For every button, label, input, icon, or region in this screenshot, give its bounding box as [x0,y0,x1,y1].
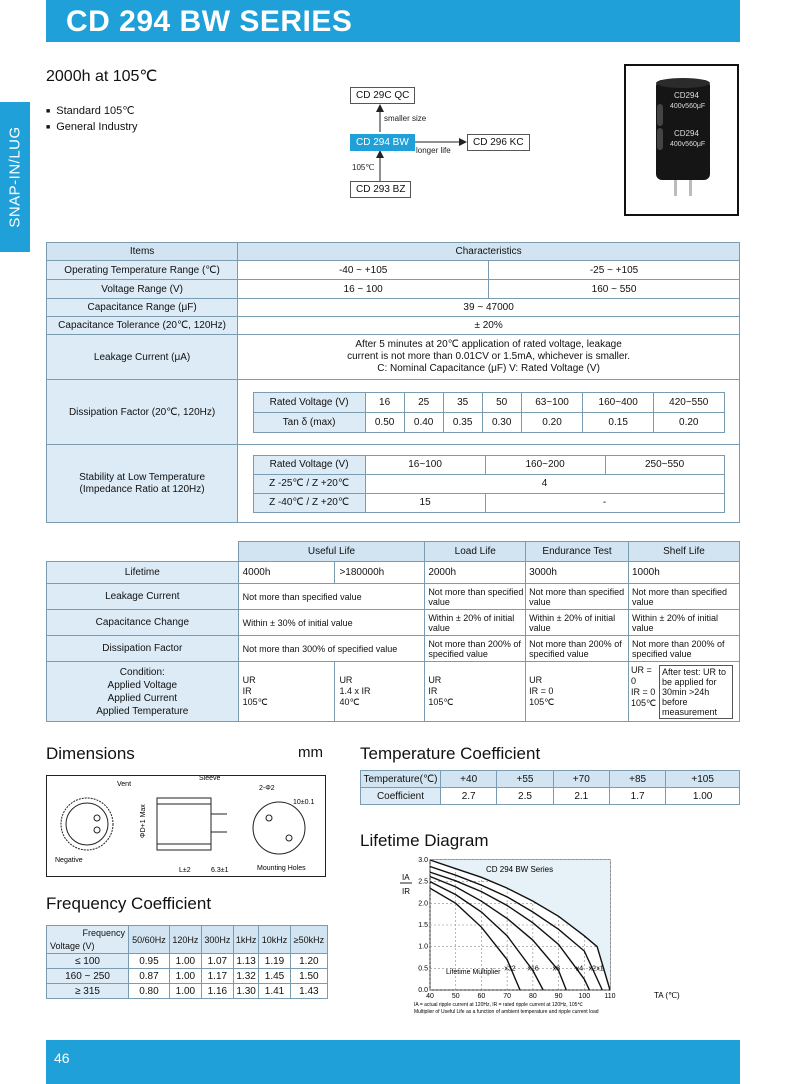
cond-cell [335,662,425,722]
capacitor-image [626,66,737,214]
life-value: Not more than specified value [425,584,526,610]
life-header: Useful Life [238,542,425,562]
spec-label: Voltage Range (V) [47,280,238,299]
cond-value: 105℃ [630,697,657,708]
stability-subtable [253,455,725,513]
dimension-svg [47,776,325,876]
cond-cell [238,662,335,722]
cond-value: 105℃ [529,697,555,707]
cond-line: Condition: [119,666,165,678]
life-label: Lifetime [47,562,239,584]
side-tab-label: SNAP-IN/LUG [6,126,24,228]
freq-value: 1.13 [233,954,258,969]
cond-cell [526,662,629,722]
freq-header: 300Hz [201,926,233,954]
coef-value: 1.7 [609,788,665,805]
vent-label: Vent [117,781,132,788]
stab-z1-value: 4 [365,474,724,493]
spec-value: 16 ~ 100 [238,280,489,299]
life-value: Not more than specified value [526,584,629,610]
y-tick-label: 0.5 [418,965,428,973]
freq-value: 1.00 [169,984,201,999]
df-tan: 0.15 [583,412,654,432]
relation-label-105: 105℃ [352,163,375,172]
life-value: >180000h [335,562,425,584]
freq-header: 1kHz [233,926,258,954]
life-table [46,541,740,722]
cond-value: IR [242,686,252,696]
freq-header: 50/60Hz [129,926,170,954]
freq-value: 1.19 [259,954,290,969]
x-tick-label: 80 [528,993,537,1000]
y-tick-label: 2.5 [418,878,428,886]
df-tan: 0.50 [365,412,404,432]
x-tick-label: 110 [604,993,616,1000]
spec-value: 39 ~ 47000 [238,299,740,317]
x-axis-title: TA (℃) [654,991,680,1000]
life-header: Endurance Test [526,542,629,562]
relation-label-longer: longer life [416,146,451,155]
temp-value: +105 [666,771,740,788]
freq-header: ≥50kHz [290,926,327,954]
life-value: 3000h [526,562,629,584]
freq-value: 1.43 [290,984,327,999]
spec-char-header: Characteristics [238,243,740,261]
spec-label [47,445,238,523]
spec-items-header: Items [47,243,238,261]
leakage-line: After 5 minutes at 20℃ application of rated voltage, leakage [355,339,622,350]
coef-label: Coefficient [361,788,441,805]
df-tan: 0.20 [521,412,583,432]
freq-value: 1.41 [259,984,290,999]
freq-corner-bottom: Voltage (V) [50,941,95,951]
freq-corner [47,926,129,954]
df-tan: 0.40 [404,412,443,432]
y-tick-label: 0.0 [418,987,428,994]
temp-value: +55 [497,771,553,788]
stab-volt: 16~100 [365,455,485,474]
y-tick-label: 1.0 [418,943,428,951]
y-tick-label: 1.5 [418,922,428,929]
stab-z2-label: Z -40℃ / Z +20℃ [253,493,365,512]
cond-line: Applied Temperature [96,705,189,717]
life-label: Dissipation Factor [47,636,239,662]
multiplier-label: x2 [588,965,596,973]
multiplier-label: x16 [527,965,539,973]
leakage-text [238,335,740,380]
life-value: Within ± 20% of initial value [425,610,526,636]
cond-value: UR [339,675,353,685]
sleeve-label: Sleeve [199,776,221,782]
leakage-line: C: Nominal Capacitance (μF) V: Rated Voltage (V) [377,363,600,374]
freq-coef-title: Frequency Coefficient [46,894,212,913]
lifetime-chart [360,852,740,1024]
multiplier-caption: Lifetime Multiplier [446,969,501,976]
cond-value: UR = 0 [630,664,652,686]
freq-header: 10kHz [259,926,290,954]
temp-coef-table [360,770,740,805]
freq-value: 1.16 [201,984,233,999]
freq-corner-top: Frequency [82,928,125,938]
freq-value: 1.17 [201,969,233,984]
spec-value: -25 ~ +105 [489,261,740,280]
cond-value: UR [529,675,543,685]
cond-shelf [631,665,739,719]
mounting-holes-label: Mounting Holes [257,865,306,872]
life-value: Within ± 30% of initial value [238,610,425,636]
relation-label-smaller: smaller size [384,114,427,123]
freq-value: 1.20 [290,954,327,969]
stab-rv-header: Rated Voltage (V) [253,455,365,474]
spec-label: Operating Temperature Range (℃) [47,261,238,280]
series-box-bottom: CD 293 BZ [350,181,411,198]
multiplier-label: x8 [552,965,560,973]
svg-text:400v560μF: 400v560μF [670,103,706,110]
diameter-label: ΦD+1 Max [140,804,147,838]
feature-item: ■ General Industry [46,120,138,136]
freq-value: 1.45 [259,969,290,984]
temp-value: +70 [553,771,609,788]
temp-value: +40 [441,771,497,788]
product-photo [624,64,739,216]
freq-value: 1.07 [201,954,233,969]
life-value: Not more than 200% of specified value [526,636,629,662]
spec-value: 160 ~ 550 [489,280,740,299]
life-value: Not more than 200% of specified value [425,636,526,662]
freq-volt: 160 ~ 250 [47,969,129,984]
life-value: Not more than 200% of specified value [628,636,739,662]
spec-value: -40 ~ +105 [238,261,489,280]
series-subtitle: 2000h at 105℃ [46,68,158,85]
df-tan: 0.20 [653,412,724,432]
df-tan: 0.35 [443,412,482,432]
svg-text:400v560μF: 400v560μF [670,141,706,148]
cond-value: 40℃ [339,697,360,707]
freq-volt: ≥ 315 [47,984,129,999]
life-value: 2000h [425,562,526,584]
spacing-label: 10±0.1 [293,799,315,806]
df-tan: 0.30 [482,412,521,432]
multiplier-label: x1 [596,965,604,973]
feature-item: ■ Standard 105℃ [46,104,138,120]
spec-label: Dissipation Factor (20℃, 120Hz) [47,380,238,445]
freq-value: 1.32 [233,969,258,984]
life-value: 4000h [238,562,335,584]
df-volt: 420~550 [653,392,724,412]
length-label: L±2 [179,867,191,874]
coef-value: 2.1 [553,788,609,805]
temp-coef-title: Temperature Coefficient [360,744,541,763]
dimension-drawing [46,775,326,877]
stab-volt: 160~200 [485,455,605,474]
header-bar [46,0,740,42]
freq-coef-table [46,925,328,999]
multiplier-label: x32 [504,965,516,973]
x-tick-label: 90 [554,993,563,1000]
df-volt: 160~400 [583,392,654,412]
freq-header: 120Hz [169,926,201,954]
stab-z2-value: - [485,493,724,512]
stab-z1-label: Z -25℃ / Z +20℃ [253,474,365,493]
freq-value: 1.30 [233,984,258,999]
series-box-right: CD 296 KC [467,134,530,151]
cond-value: 105℃ [242,697,268,707]
chart-footnote: IA = actual ripple current at 120Hz, IR = rated ripple current at 120Hz, 105℃ [414,1002,584,1008]
life-value: 1000h [628,562,739,584]
dimensions-unit: mm [298,744,323,761]
y-tick-label: 2.0 [418,900,428,908]
life-value: Not more than specified value [238,584,425,610]
cond-value: 105℃ [428,697,454,707]
cond-value: UR [428,675,442,685]
side-tab [0,102,30,252]
spec-label: Capacitance Range (μF) [47,299,238,317]
freq-value: 0.87 [129,969,170,984]
df-volt: 63~100 [521,392,583,412]
multiplier-label: x4 [575,965,584,973]
svg-text:CD294: CD294 [674,129,699,138]
spec-value: ± 20% [238,317,740,335]
life-header: Shelf Life [628,542,739,562]
dimensions-title: Dimensions [46,744,135,763]
negative-label: Negative [55,857,83,864]
df-tan-header: Tan δ (max) [253,412,365,432]
pitch-label: 6.3±1 [211,867,229,874]
stability-sublabel: (Impedance Ratio at 120Hz) [79,483,205,495]
footer-bar [46,1040,740,1084]
temp-value: +85 [609,771,665,788]
df-volt: 16 [365,392,404,412]
freq-value: 0.95 [129,954,170,969]
x-tick-label: 60 [477,993,486,1000]
series-box-current: CD 294 BW [350,134,415,151]
x-tick-label: 100 [578,993,591,1000]
life-header: Load Life [425,542,526,562]
cond-value: IR = 0 [630,686,656,697]
coef-value: 1.00 [666,788,740,805]
feature-list [46,104,138,136]
cond-value: IR = 0 [529,686,554,696]
cond-cell [628,662,739,722]
life-label: Capacitance Change [47,610,239,636]
page-number: 46 [54,1050,70,1066]
freq-value: 1.00 [169,969,201,984]
coef-value: 2.5 [497,788,553,805]
temp-label: Temperature(℃) [361,771,441,788]
freq-volt: ≤ 100 [47,954,129,969]
cond-cell [425,662,526,722]
freq-value: 1.50 [290,969,327,984]
df-subtable [253,392,725,433]
life-value: Within ± 20% of initial value [628,610,739,636]
stability-label: Stability at Low Temperature [79,471,206,483]
life-label: Leakage Current [47,584,239,610]
x-tick-label: 40 [426,993,434,1000]
spec-label: Capacitance Tolerance (20℃, 120Hz) [47,317,238,335]
life-label [47,662,239,722]
df-rv-header: Rated Voltage (V) [253,392,365,412]
life-value: Not more than specified value [628,584,739,610]
hole-label: 2-Φ2 [259,785,275,792]
page-title: CD 294 BW SERIES [66,5,353,38]
df-volt: 35 [443,392,482,412]
cond-value: IR [428,686,438,696]
df-cell [238,380,740,445]
cond-line: Applied Voltage [107,679,178,691]
y-label-top: IA [402,873,410,882]
stab-volt: 250~550 [605,455,724,474]
life-corner [47,542,239,562]
x-tick-label: 50 [451,993,460,1000]
spec-table [46,242,740,523]
cond-line: Applied Current [107,692,178,704]
df-volt: 50 [482,392,521,412]
freq-value: 0.80 [129,984,170,999]
cond-value: UR [242,675,256,685]
cond-shelf-values [631,665,657,719]
lifetime-title: Lifetime Diagram [360,831,489,850]
freq-value: 1.00 [169,954,201,969]
leakage-line: current is not more than 0.01CV or 1.5mA, whichever is smaller. [347,351,631,362]
spec-label: Leakage Current (μA) [47,335,238,380]
stab-z2-value: 15 [365,493,485,512]
coef-value: 2.7 [441,788,497,805]
life-value: Within ± 20% of initial value [526,610,629,636]
stability-cell [238,445,740,523]
y-tick-label: 3.0 [418,857,428,864]
chart-footnote: Multiplier of Useful Life as a function of ambient temperature and ripple current load [414,1009,599,1015]
chart-legend: CD 294 BW Series [486,865,554,874]
series-box-top: CD 29C QC [350,87,415,104]
x-tick-label: 70 [503,993,512,1000]
cond-value: 1.4 x IR [339,686,371,696]
y-label-bottom: IR [402,887,410,896]
after-test-note: After test: UR to be applied for 30min >24h before measurement [659,665,733,719]
df-volt: 25 [404,392,443,412]
life-value: Not more than 300% of specified value [238,636,425,662]
svg-text:CD294: CD294 [674,91,699,100]
